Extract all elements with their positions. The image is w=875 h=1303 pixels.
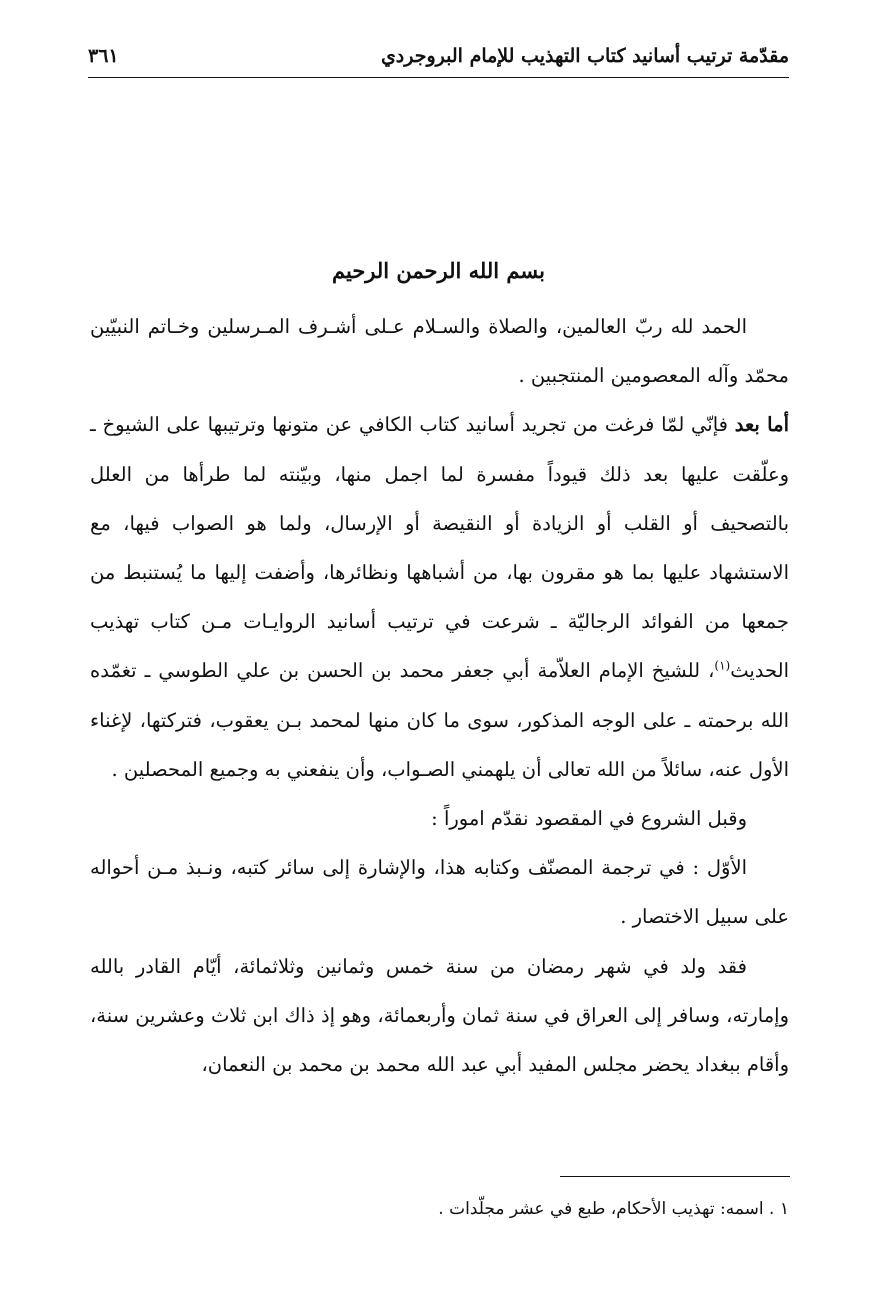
paragraph-praise: الحمد لله ربّ العالمين، والصلاة والسـلام عـلى أشـرف المـرسلين وخـاتم النبيّين محمّد وآله المعصومين المنتجبين . (90, 315, 789, 388)
paragraph-text: فإنّي لمّا فرغت من تجريد أسانيد كتاب الكافي عن متونها وترتيبها على الشيوخ ـ وعلّقت عليها بعد ذلك قيوداً مفسرة لما اجمل منها، وبيّنته لما طرأها من العلل بالتصحيف أو القلب أو الزيادة أو النقيصة أو الإرسال، ولما هو الصواب فيها، مع الاستشهاد عليها بما هو مقرون بها، من أشباهها ونظائرها، وأضفت إليها ما يُستنبط من جمعها من الفوائد الرجاليّة ـ شرعت في ترتيب أسانيد الروايـات مـن كتاب تهذيب الحديث (90, 413, 789, 683)
basmala-heading: بسم الله الرحمن الرحيم (332, 258, 545, 283)
paragraph-text-continued: ، للشيخ الإمام العلاّمة أبي جعفر محمد بن الحسن بن علي الطوسي ـ تغمّده الله برحمته ـ على الوجه المذكور، سوى ما كان منها لمحمد بـن يعقوب، فتركتها، لإغناء الأول عنه، سائلاً من الله تعالى أن يلهمني الصـواب، وأن ينفعني به وجميع المحصلين . (90, 659, 789, 781)
page-number: ٣٦١ (88, 45, 119, 67)
footnote: ١ . اسمه: تهذيب الأحكام، طبع في عشر مجلّدات . (438, 1199, 789, 1219)
header-rule (88, 77, 789, 78)
paragraph-lead: أما بعد (734, 413, 789, 437)
paragraph-introduction (90, 400, 789, 794)
paragraph-biography: فقد ولد في شهر رمضان من سنة خمس وثمانين وثلاثمائة، أيّام القادر بالله وإمارته، وسافر إلى العراق في سنة ثمان وأربعمائة، وهو إذ ذاك ابن ثلاث وعشرين سنة، وأقام ببغداد يحضر مجلس المفيد أبي عبد الله محمد بن محمد بن النعمان، (90, 954, 789, 1077)
footnote-reference: (١) (714, 658, 731, 673)
running-title: مقدّمة ترتيب أسانيد كتاب التهذيب للإمام البروجردي (380, 45, 789, 67)
body-text (90, 302, 789, 1089)
page-header (88, 40, 789, 72)
footnote-rule (560, 1176, 790, 1177)
paragraph-preface: وقبل الشروع في المقصود نقدّم اموراً : (431, 807, 747, 831)
paragraph-first-point: الأوّل : في ترجمة المصنّف وكتابه هذا، والإشارة إلى سائر كتبه، ونـبذ مـن أحواله على سبيل الاختصار . (90, 856, 789, 929)
